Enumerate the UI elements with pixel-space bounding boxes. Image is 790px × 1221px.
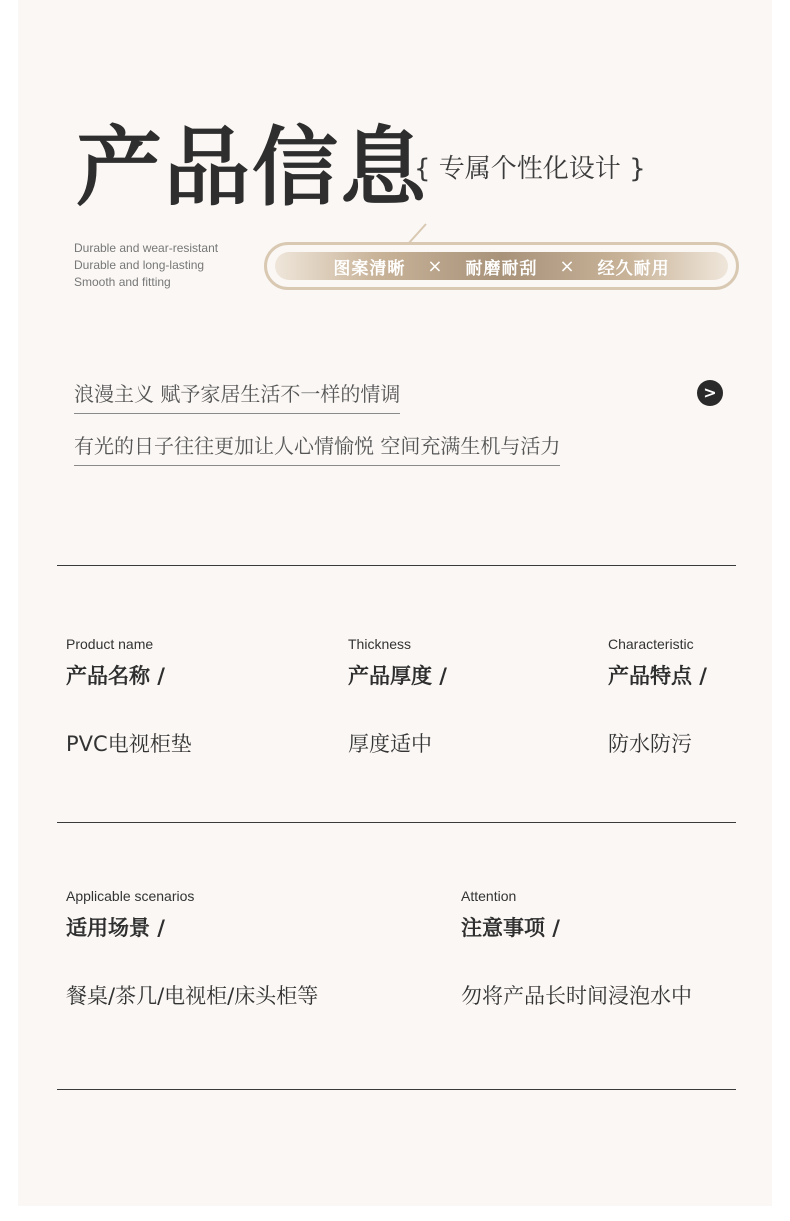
spec-product-name	[66, 636, 192, 756]
feature-en-item: Durable and wear-resistant	[74, 241, 219, 255]
divider	[57, 1089, 736, 1090]
slogan-line: 有光的日子往往更加让人心情愉悦 空间充满生机与活力	[74, 430, 560, 466]
spec-label-cn: 产品厚度 /	[348, 664, 447, 688]
spec-value: 勿将产品长时间浸泡水中	[461, 984, 692, 1008]
feature-separator: ×	[559, 255, 576, 277]
feature-cn-item: 耐磨耐刮	[465, 258, 538, 279]
feature-separator: ×	[427, 255, 444, 277]
features-pill-inner	[275, 252, 728, 280]
feature-cn-item: 经久耐用	[597, 258, 670, 279]
spec-label-en: Applicable scenarios	[66, 888, 195, 904]
feature-cn-item: 图案清晰	[333, 258, 406, 279]
spec-label-en: Product name	[66, 636, 154, 652]
page-subtitle: { 专属个性化设计 }	[414, 154, 646, 184]
spec-label-cn: 产品特点 /	[608, 664, 707, 688]
product-info-page	[18, 0, 772, 1206]
spec-value: 餐桌/茶几/电视柜/床头柜等	[66, 984, 319, 1008]
spec-attention	[461, 888, 692, 1008]
spec-label-cn: 注意事项 /	[461, 916, 560, 940]
divider	[57, 822, 736, 823]
spec-label-en: Thickness	[348, 636, 412, 652]
spec-value: 防水防污	[608, 732, 692, 756]
spec-characteristic	[608, 636, 707, 756]
slogan-line: 浪漫主义 赋予家居生活不一样的情调	[74, 378, 400, 414]
feature-en-item: Durable and long-lasting	[74, 258, 205, 272]
features-pill	[264, 242, 739, 290]
spec-label-cn: 适用场景 /	[66, 916, 165, 940]
spec-label-en: Attention	[461, 888, 517, 904]
feature-en-item: Smooth and fitting	[74, 275, 171, 289]
spec-label-en: Characteristic	[608, 636, 694, 652]
divider	[57, 565, 736, 566]
arrow-right-icon[interactable]: >	[697, 380, 723, 406]
spec-value: 厚度适中	[348, 732, 432, 756]
spec-applicable-scenarios	[66, 888, 319, 1008]
features-english	[74, 240, 218, 291]
spec-thickness	[348, 636, 447, 756]
spec-value: PVC电视柜垫	[66, 732, 192, 756]
page-title: 产品信息	[76, 118, 428, 218]
spec-label-cn: 产品名称 /	[66, 664, 165, 688]
